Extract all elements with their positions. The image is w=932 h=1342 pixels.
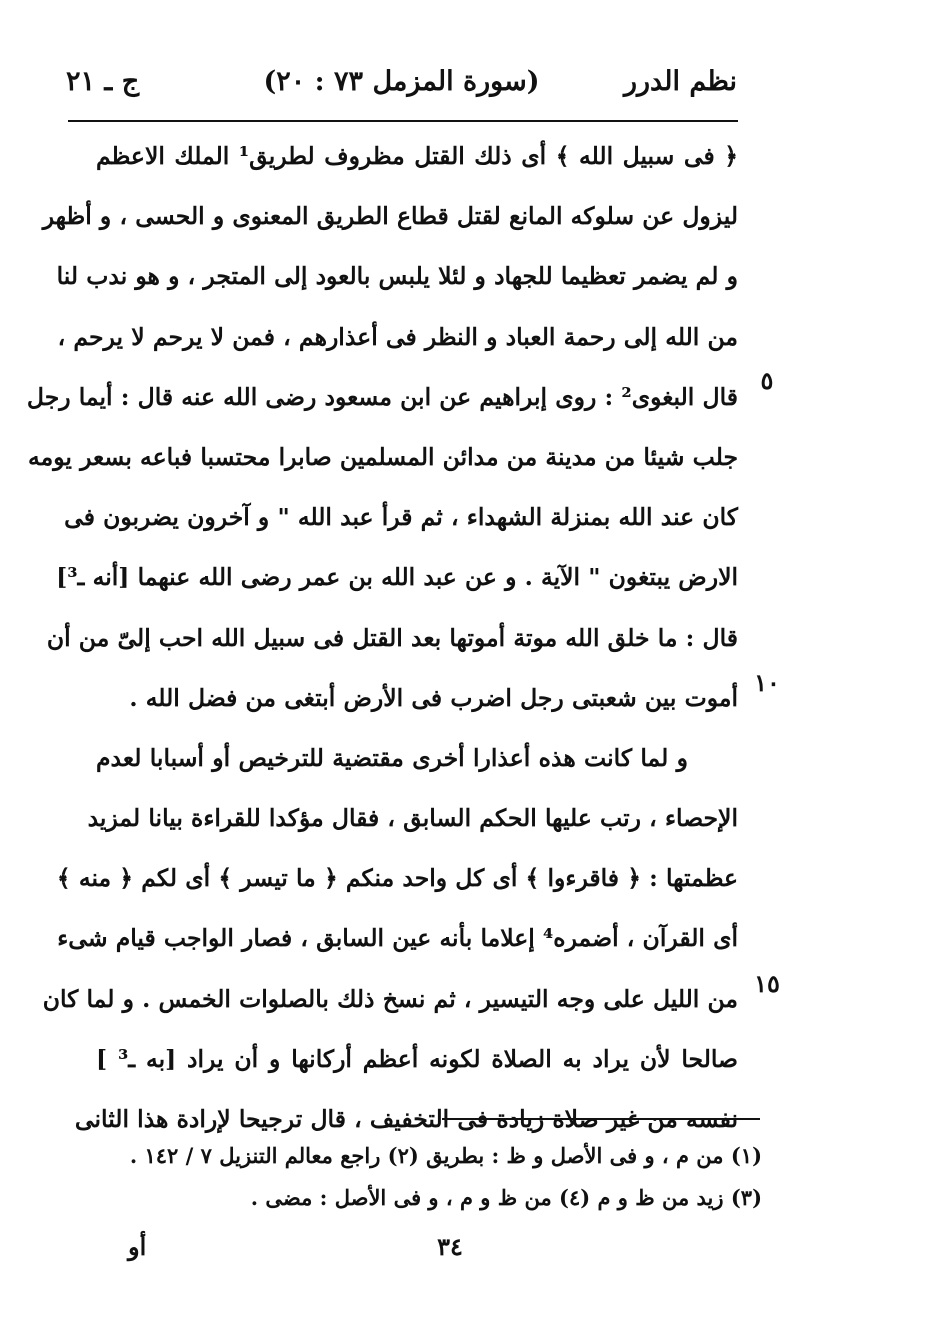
text-line: من الله إلى رحمة العباد و النظر فى أعذارهم ، فمن لا يرحم لا يرحم ، <box>57 322 738 351</box>
text-line: الإحصاء ، رتب عليها الحكم السابق ، فقال مؤكدا للقراءة بيانا لمزيد <box>87 804 738 833</box>
line-number-10: ١٠ <box>754 668 780 697</box>
text-line: ليزول عن سلوكه المانع لقتل قطاع الطريق المعنوى و الحسى ، و أظهر <box>42 202 738 231</box>
text-line: صالحا لأن يراد به الصلاة لكونه أعظم أركانها و أن يراد [به ـ³ ] <box>96 1044 738 1073</box>
text-line: أى القرآن ، أضمره⁴ إعلاما بأنه عين السابق ، فصار الواجب قيام شىء <box>57 924 738 953</box>
footnote-line: (٣) زيد من ظ و م (٤) من ظ و م ، و فى الأصل : مضى . <box>250 1185 762 1210</box>
text-line: عظمتها : ﴿ فاقرءوا ﴾ أى كل واحد منكم ﴿ ما تيسر ﴾ أى لكم ﴿ منه ﴾ <box>56 864 738 893</box>
text-line: أموت بين شعبتى رجل اضرب فى الأرض أبتغى من فضل الله . <box>129 683 738 712</box>
text-line: من الليل على وجه التيسير ، ثم نسخ ذلك بالصلوات الخمس . و لما كان <box>42 984 738 1013</box>
header-rule <box>68 120 738 122</box>
footnotes <box>96 1135 762 1219</box>
text-line: كان عند الله بمنزلة الشهداء ، ثم قرأ عبد الله " و آخرون يضربون فى <box>64 503 738 532</box>
text-line: و لم يضمر تعظيما للجهاد و لئلا يلبس بالعود إلى المتجر ، و هو ندب لنا <box>56 262 738 291</box>
main-text <box>26 126 739 1149</box>
running-header <box>66 58 737 108</box>
text-line: قال البغوى² : روى إبراهيم عن ابن مسعود رضى الله عنه قال : أيما رجل <box>26 382 738 411</box>
page-number: ٣٤ <box>437 1232 463 1261</box>
footnote-rule <box>442 1118 760 1120</box>
surah-reference: (سورة المزمل ٧٣ : ٢٠) <box>263 66 540 97</box>
book-title: نظم الدرر <box>623 66 737 97</box>
line-number-5: ٥ <box>760 366 774 395</box>
footnote-line: (١) من م ، و فى الأصل و ظ : بطريق (٢) راجع معالم التنزيل ٧ / ١٤٢ . <box>129 1143 762 1168</box>
text-line: قال : ما خلق الله موتة أموتها بعد القتل فى سبيل الله احب إلىّ من أن <box>46 623 738 652</box>
text-line: جلب شيئا من مدينة من مدائن المسلمين صابرا محتسبا فباعه بسعر يومه <box>28 442 738 471</box>
volume-reference: ج ـ ٢١ <box>66 66 140 97</box>
line-number-15: ١٥ <box>754 969 780 998</box>
catchword: أو <box>128 1232 147 1261</box>
text-line: و لما كانت هذه أعذارا أخرى مقتضية للترخيص أو أسبابا لعدم <box>96 743 688 772</box>
text-line: ﴿ فى سبيل الله ﴾ أى ذلك القتل مظروف لطريق¹ الملك الاعظم <box>96 142 739 170</box>
text-line: نفسه من غير صلاة زيادة فى التخفيف ، قال ترجيحا لإرادة هذا الثانى <box>74 1105 738 1133</box>
text-line: الارض يبتغون " الآية . و عن عبد الله بن عمر رضى الله عنهما [أنه ـ³] <box>56 563 738 592</box>
